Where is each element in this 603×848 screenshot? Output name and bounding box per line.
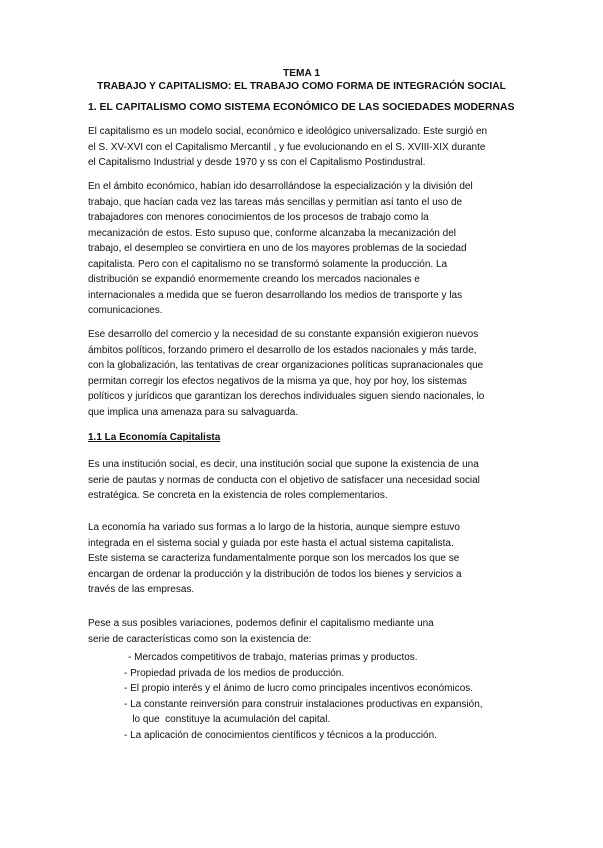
paragraph-line: estratégica. Se concreta en la existencia de roles complementarios. bbox=[88, 490, 388, 501]
paragraph-line: Este sistema se caracteriza fundamentalmente porque son los mercados los que se bbox=[88, 553, 460, 564]
paragraph-line: comunicaciones. bbox=[88, 305, 163, 316]
paragraph-line: trabajo, el desempleo se convirtiera en uno de los mayores problemas de la sociedad bbox=[88, 243, 467, 254]
paragraph-line: capitalista. Pero con el capitalismo no se transformó solamente la producción. La bbox=[88, 258, 448, 270]
paragraph-line: mecanización de estos. Esto supuso que, conforme alcanzaba la mecanización del bbox=[88, 227, 456, 239]
paragraph-line: Pese a sus posibles variaciones, podemos definir el capitalismo mediante una bbox=[88, 618, 434, 629]
paragraph-line: La economía ha variado sus formas a lo largo de la historia, aunque siempre estuvo bbox=[88, 522, 460, 533]
paragraph-line: serie de características como son la existencia de: bbox=[88, 633, 312, 645]
paragraph-line: políticos y jurídicos que garantizan los derechos individuales siguen siendo nacionales, lo bbox=[88, 391, 485, 402]
paragraph-line: integrada en el sistema social y guiada por este hasta el actual sistema capitalista. bbox=[88, 537, 454, 549]
list-item: - Propiedad privada de los medios de producción. bbox=[124, 667, 345, 679]
paragraph-line: Ese desarrollo del comercio y la necesidad de su constante expansión exigieron nuevos bbox=[88, 329, 479, 340]
paragraph-line: el Capitalismo Industrial y desde 1970 y ss con el Capitalismo Postindustral. bbox=[88, 157, 426, 168]
paragraph-line: encargan de ordenar la producción y la distribución de todos los bienes y servicios a bbox=[88, 568, 462, 580]
list-item: lo que constituye la acumulación del capital. bbox=[124, 714, 331, 725]
paragraph-line: Es una institución social, es decir, una institución social que supone la existencia de una bbox=[88, 459, 479, 470]
paragraph-line: el S. XV-XVI con el Capitalismo Mercantil , y fue evolucionando en el S. XVIII-XIX durante bbox=[88, 141, 486, 153]
paragraph-6 bbox=[88, 616, 528, 647]
subsection-heading: 1.1 La Economía Capitalista bbox=[88, 432, 221, 443]
paragraph-5 bbox=[88, 520, 528, 598]
paragraph-line: con la globalización, las tentativas de crear organizaciones políticas supranacionales que bbox=[88, 360, 484, 371]
paragraph-line: permitan corregir los efectos negativos de la misma ya que, hoy por hoy, los sistemas bbox=[88, 375, 467, 387]
list-item: - La aplicación de conocimientos científicos y técnicos a la producción. bbox=[124, 729, 437, 741]
paragraph-line: través de las empresas. bbox=[88, 584, 195, 595]
paragraph-line: trabajadores con menores conocimientos de los procesos de trabajo como la bbox=[88, 212, 429, 223]
list-item: - La constante reinversión para construir instalaciones productivas en expansión, bbox=[124, 698, 483, 710]
paragraph-3 bbox=[88, 327, 528, 420]
tema-label: TEMA 1 bbox=[283, 68, 320, 79]
paragraph-line: El capitalismo es un modelo social, económico e ideológico universalizado. Este surgió en bbox=[88, 126, 488, 137]
paragraph-4 bbox=[88, 457, 528, 504]
paragraph-line: que implica una amenaza para su salvaguarda. bbox=[88, 406, 299, 418]
paragraph-line: ámbitos políticos, forzando primero el desarrollo de los estados nacionales y más tarde, bbox=[88, 344, 477, 356]
list-item: - Mercados competitivos de trabajo, materias primas y productos. bbox=[128, 652, 418, 663]
list-item: - El propio interés y el ánimo de lucro como principales incentivos económicos. bbox=[124, 683, 474, 694]
paragraph-line: trabajo, que hacían cada vez las tareas más sencillas y permitían así tanto el uso de bbox=[88, 196, 463, 208]
paragraph-2 bbox=[88, 179, 528, 319]
section-heading: 1. EL CAPITALISMO COMO SISTEMA ECONÓMICO DE LAS SOCIEDADES MODERNAS bbox=[88, 102, 515, 113]
paragraph-line: distribución se expandió enormemente creando los mercados nacionales e bbox=[88, 274, 420, 285]
paragraph-line: En el ámbito económico, habían ido desarrollándose la especialización y la división del bbox=[88, 181, 473, 192]
paragraph-1 bbox=[88, 124, 528, 171]
paragraph-line: serie de pautas y normas de conducta con el objetivo de satisfacer una necesidad social bbox=[88, 474, 480, 486]
characteristics-list bbox=[124, 650, 483, 743]
paragraph-line: internacionales a medida que se fueron desarrollando los medios de transporte y las bbox=[88, 289, 463, 301]
document-title: TRABAJO Y CAPITALISMO: EL TRABAJO COMO FORMA DE INTEGRACIÓN SOCIAL bbox=[97, 81, 506, 92]
